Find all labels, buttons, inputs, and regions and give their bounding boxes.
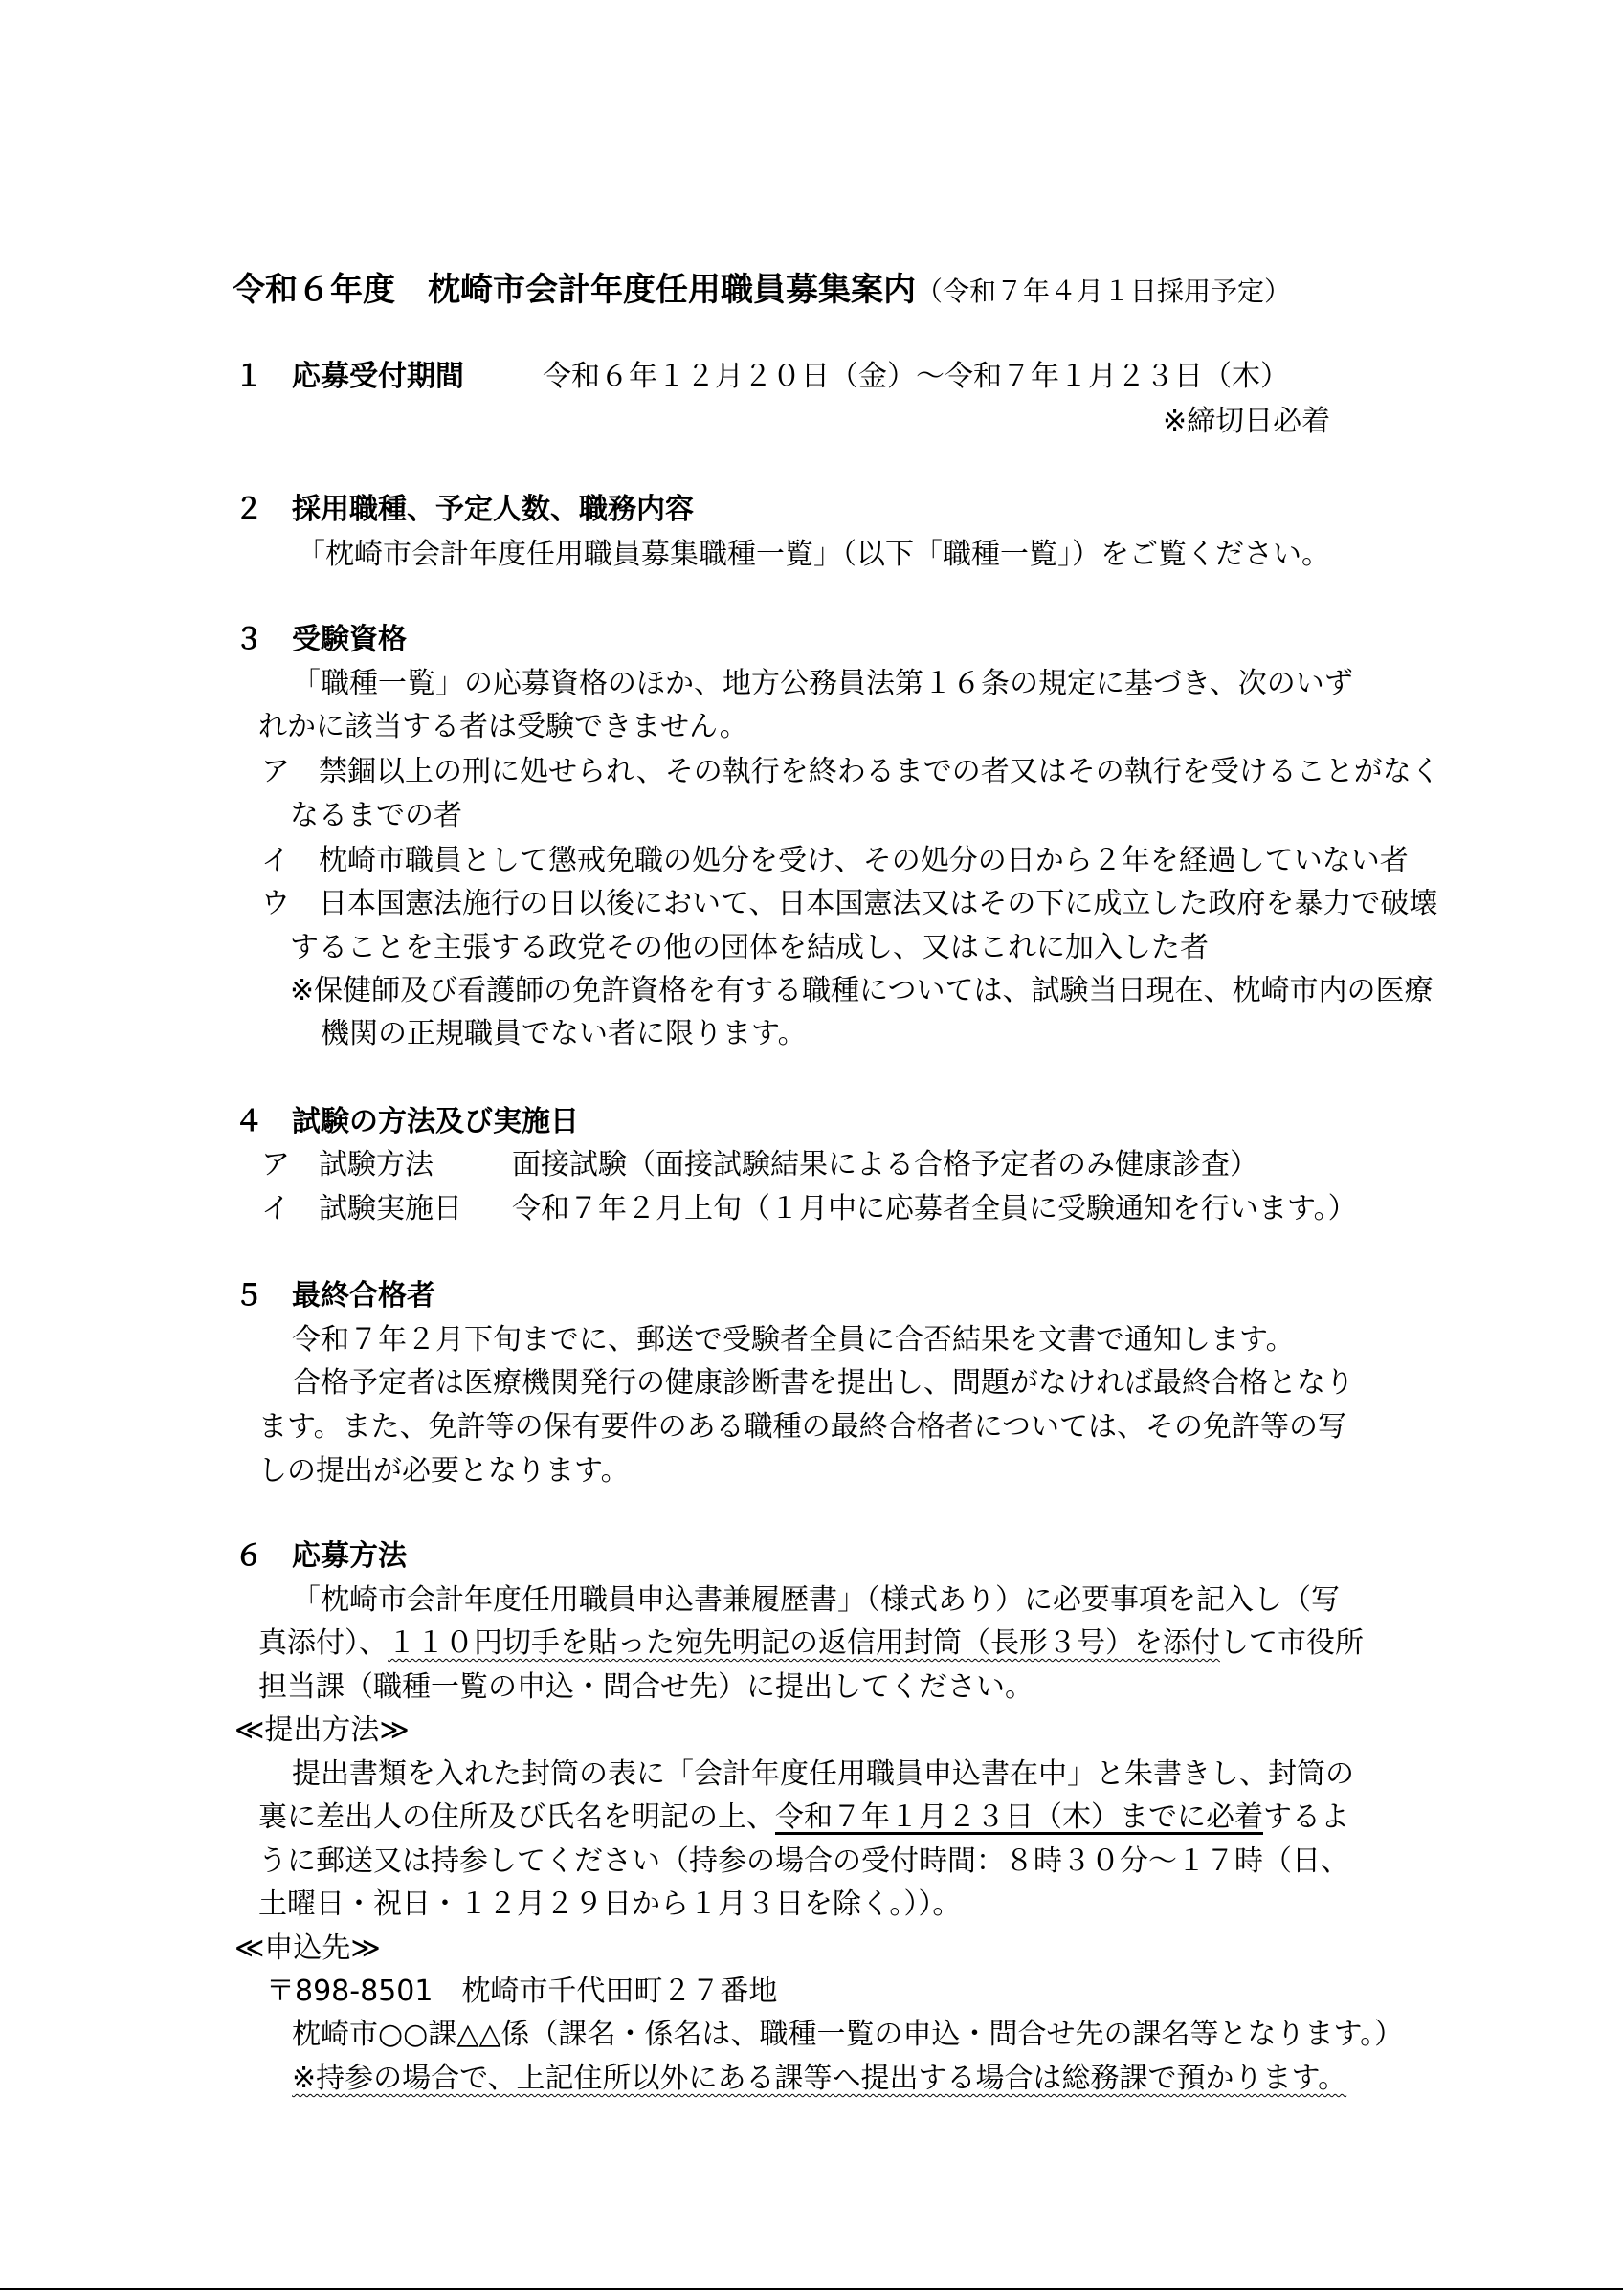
s6-method-heading: ≪提出方法≫	[234, 1713, 410, 1747]
s3-item-a-line2: なるまでの者	[290, 799, 462, 832]
s6-method-line3: うに郵送又は持参してください（持参の場合の受付時間：８時３０分～１７時（日、	[258, 1844, 1349, 1878]
s6-heading: ６ 応募方法	[234, 1539, 407, 1573]
s5-line4: しの提出が必要となります。	[258, 1454, 630, 1488]
s2-line1: 「枕崎市会計年度任用職員募集職種一覧」（以下「職種一覧」）をご覧ください。	[297, 538, 1330, 571]
s6-note: ※持参の場合で、上記住所以外にある課等へ提出する場合は総務課で預かります。	[292, 2062, 1347, 2095]
s5-line3: ます。また、免許等の保有要件のある職種の最終合格者については、その免許等の写	[258, 1410, 1346, 1444]
s3-note-line1: ※保健師及び看護師の免許資格を有する職種については、試験当日現在、枕崎市内の医療	[290, 974, 1434, 1007]
s6-method-line1: 提出書類を入れた封筒の表に「会計年度任用職員申込書在中」と朱書きし、封筒の	[292, 1757, 1354, 1791]
s6-method-line2-end: するよ	[1263, 1800, 1349, 1834]
s1-note: ※締切日必着	[1163, 405, 1331, 438]
s3-line1: 「職種一覧」の応募資格のほか、地方公務員法第１６条の規定に基づき、次のいず	[292, 667, 1353, 700]
s1-period: 令和６年１２月２０日（金）～令和７年１月２３日（木）	[543, 360, 1289, 393]
s6-deadline-underlined: 令和７年１月２３日（木）までに必着	[775, 1800, 1263, 1834]
s6-address: 〒898-8501 枕崎市千代田町２７番地	[266, 1975, 778, 2008]
s6-method-line4: 土曜日・祝日・１２月２９日から１月３日を除く。））。	[258, 1888, 962, 1921]
s6-line3: 担当課（職種一覧の申込・問合せ先）に提出してください。	[258, 1670, 1034, 1704]
s4-a-label: ア 試験方法	[261, 1148, 434, 1181]
s4-heading: ４ 試験の方法及び実施日	[234, 1105, 579, 1138]
s5-line1: 令和７年２月下旬までに、郵送で受験者全員に合否結果を文書で通知します。	[292, 1323, 1295, 1357]
s6-method-line2-start: 裏に差出人の住所及び氏名を明記の上、	[258, 1800, 775, 1834]
bottom-divider	[0, 2288, 1623, 2290]
s1-heading: １ 応募受付期間	[234, 360, 464, 393]
title-main: 令和６年度 枕崎市会計年度任用職員募集案内	[233, 271, 916, 309]
s3-item-a-line1: ア 禁錮以上の刑に処せられ、その執行を終わるまでの者又はその執行を受けることがなく	[261, 755, 1440, 788]
s6-line2-underlined: １１０円切手を貼った宛先明記の返信用封筒（長形３号）を添付	[388, 1626, 1220, 1660]
title-sub: （令和７年４月１日採用予定）	[916, 276, 1292, 307]
s6-line2	[258, 1626, 1364, 1660]
s4-i-label: イ 試験実施日	[261, 1192, 462, 1225]
s3-heading: ３ 受験資格	[234, 623, 407, 656]
s5-heading: ５ 最終合格者	[234, 1279, 435, 1313]
s4-i-value: 令和７年２月上旬（１月中に応募者全員に受験通知を行います。）	[512, 1192, 1357, 1225]
s3-line2: れかに該当する者は受験できません。	[258, 710, 748, 743]
s6-dest-heading: ≪申込先≫	[234, 1932, 381, 1965]
s6-line2-end: して市役所	[1220, 1626, 1364, 1660]
s3-item-i: イ 枕崎市職員として懲戒免職の処分を受け、その処分の日から２年を経過していない者	[261, 844, 1409, 877]
s6-dept: 枕崎市○○課△△係（課名・係名は、職種一覧の申込・問合せ先の課名等となります。）	[292, 2018, 1404, 2051]
document-title	[233, 271, 1292, 309]
s2-heading: ２ 採用職種、予定人数、職務内容	[234, 493, 694, 526]
s3-note-line2: 機関の正規職員でない者に限ります。	[321, 1017, 807, 1050]
s6-method-line2	[258, 1800, 1349, 1834]
s3-item-u-line2: することを主張する政党その他の団体を結成し、又はこれに加入した者	[290, 931, 1209, 964]
s5-line2: 合格予定者は医療機関発行の健康診断書を提出し、問題がなければ最終合格となり	[292, 1366, 1354, 1400]
s6-line2-start: 真添付）、	[258, 1626, 388, 1660]
s6-line1: 「枕崎市会計年度任用職員申込書兼履歴書」（様式あり）に必要事項を記入し（写	[292, 1583, 1340, 1617]
s3-item-u-line1: ウ 日本国憲法施行の日以後において、日本国憲法又はその下に成立した政府を暴力で破壊	[261, 887, 1438, 920]
s4-a-value: 面接試験（面接試験結果による合格予定者のみ健康診査）	[512, 1148, 1258, 1181]
